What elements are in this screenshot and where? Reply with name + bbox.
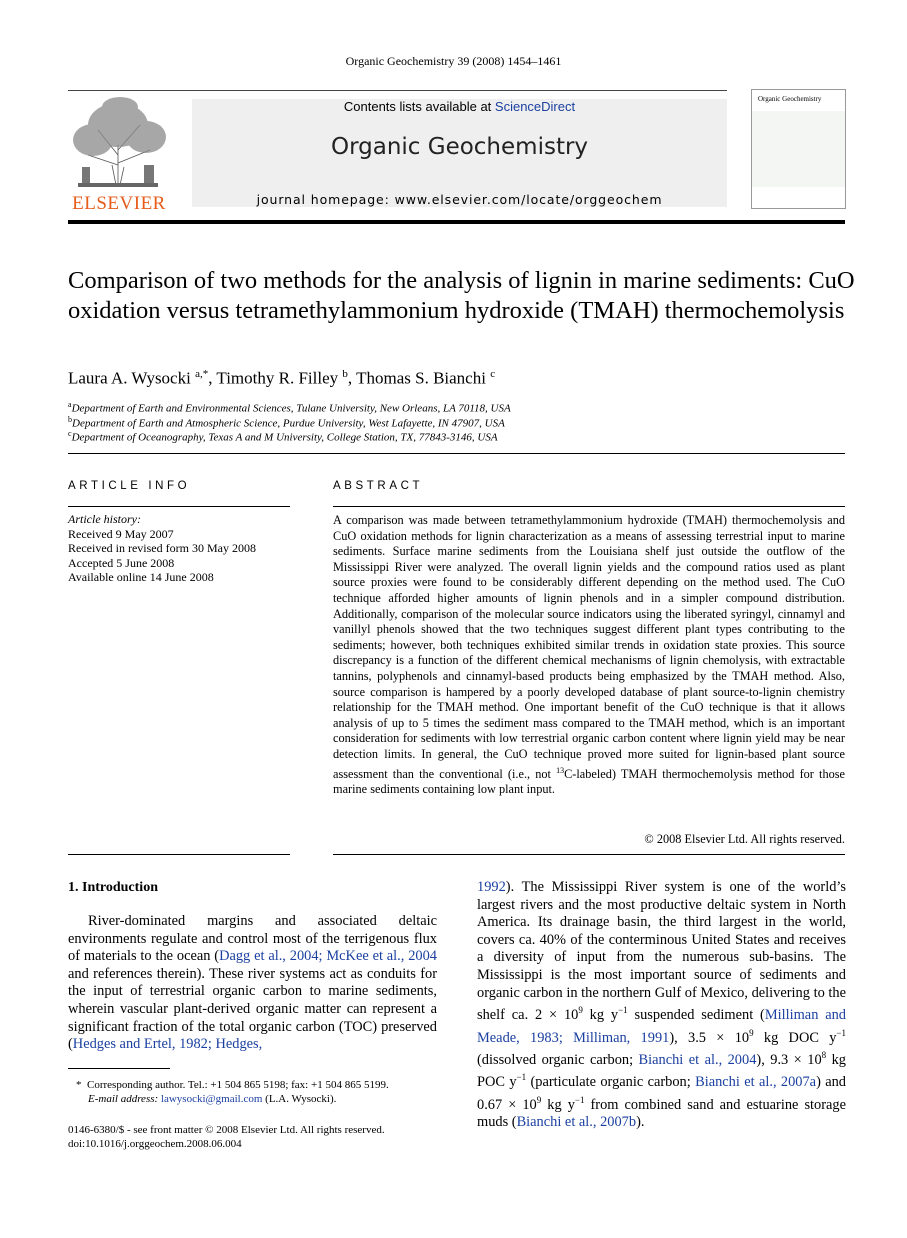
reference-link[interactable]: Dagg et al., 2004; McKee et al., 2004	[219, 948, 437, 965]
email-link[interactable]: lawysocki@gmail.com	[160, 1093, 263, 1105]
journal-citation: Organic Geochemistry 39 (2008) 1454–1461	[345, 54, 562, 68]
header-thick-rule	[68, 220, 845, 224]
affiliation: $^b$Department of Earth and Atmospheric Science, Purdue University, West Lafayette, IN 47907, USA	[68, 415, 505, 430]
reference-link[interactable]: Bianchi et al., 2004	[638, 1051, 757, 1068]
journal-homepage: journal homepage: www.elsevier.com/locate/orggeochem	[256, 192, 663, 207]
reference-link[interactable]: Bianchi et al., 2007a	[695, 1074, 817, 1091]
reference-link[interactable]: Bianchi et al., 2007b	[516, 1114, 637, 1131]
copyright-notice: © 2008 Elsevier Ltd. All rights reserved.	[644, 832, 845, 846]
author-list: Laura A. Wysocki $^{a,*}$, Timothy R. Filley $^b$, Thomas S. Bianchi $^c$	[68, 368, 496, 388]
info-bottom-rule	[68, 854, 290, 855]
elsevier-wordmark: ELSEVIER	[72, 193, 166, 214]
corresponding-author-note: * Corresponding author. Tel.: +1 504 865 5198; fax: +1 504 865 5199.	[76, 1079, 389, 1091]
article-info-heading: ARTICLE INFO	[68, 480, 191, 492]
sciencedirect-link[interactable]: ScienceDirect	[494, 99, 576, 114]
doi-line: doi:10.1016/j.orggeochem.2008.06.004	[68, 1138, 242, 1150]
contents-prefix: Contents lists available at	[343, 99, 495, 114]
author-sup: a,*	[195, 368, 209, 380]
abstract-bottom-rule	[333, 854, 845, 855]
history-item: Received in revised form 30 May 2008	[68, 541, 256, 555]
article-info-rule	[68, 506, 290, 507]
abstract-rule	[333, 506, 845, 507]
intro-column-1: River-dominated margins and associated deltaic environments regulate and control most of the terrigenous flux of materials to the ocean (Dagg et al., 2004; McKee et al., 2004 and references therein). These river systems act as conduits for the input of terrestrial organic carbon to marine sediments, wherein vascular plant-derived organic matter can represent a significant fraction of the total organic carbon (TOC) preserved (Hedges and Ertel, 1982; Hedges,	[68, 913, 437, 1053]
history-item: Accepted 5 June 2008	[68, 555, 175, 570]
footnote-rule	[68, 1068, 170, 1069]
abstract-text: A comparison was made between tetramethylammonium hydroxide (TMAH) thermochemolysis and CuO oxidation methods for lignin characterization as a means of assessing terrestrial input to marine sediments. Surface marine sediments from the Louisiana shelf just outside the outflow of the Mississippi River were analyzed. The overall lignin yields and the compound ratios used as plant source proxies were found to be considerably different depending on the method used. The CuO technique afforded higher amounts of lignin phenols and in a simpler compound distribution. Additionally, comparison of the molecular source indicators using the liberated syringyl, cinnamyl and vanillyl phenols showed that the two techniques suggest different plant types contributing to the sediments; however, both techniques exhibited similar trends in oxidation state proxies. This source discrepancy is a function of the different chemical mechanisms of lignin chemolysis, with extractable tannins, polyphenols and cinnamyl-based products being emphasized by the TMAH method. Also, source comparison is hampered by a poorly developed database of plant source-to-lignin chemistry relationship for the TMAH method. One important benefit of the CuO technique is that it allows analysis of up to 5 times the sediment mass compared to the TMAH method, which is an important consideration for sediments with low terrestrial organic carbon content where lignin yield may be near detection limits. In general, the CuO technique proved more suited for lignin-based plant source assessment than the conventional (i.e., not $^{13}$C-labeled) TMAH thermochemolysis method for those marine sediments containing low plant input.	[333, 513, 845, 797]
reference-link[interactable]: 1992	[477, 879, 506, 895]
history-item: Available online 14 June 2008	[68, 570, 214, 584]
author-name[interactable]: Timothy R. Filley	[216, 368, 339, 388]
affiliations-rule	[68, 453, 845, 454]
author-name[interactable]: Laura A. Wysocki	[68, 368, 191, 388]
reference-link[interactable]: Hedges and Ertel, 1982; Hedges,	[72, 1036, 263, 1053]
affiliation: $^a$Department of Earth and Environmental Sciences, Tulane University, New Orleans, LA 70118, USA	[68, 400, 511, 415]
author-name[interactable]: Thomas S. Bianchi	[356, 368, 486, 388]
reference-link[interactable]: Milliman and Meade, 1983; Milliman, 1991	[477, 1006, 846, 1046]
contents-line	[192, 99, 727, 114]
affiliation: $^c$Department of Oceanography, Texas A and M University, College Station, TX, 77843-3146, USA	[68, 429, 498, 444]
author-sup: b	[342, 368, 348, 380]
header-top-rule	[68, 90, 727, 91]
intro-column-2: 1992). The Mississippi River system is one of the world’s largest rivers and the most productive deltaic system in North America. Its drainage basin, the third largest in the world, covers ca. 40% of the conterminous United States and receives a diversity of input from the numerous sub-basins. The Mississippi is the most important source of sediments and organic carbon in the northern Gulf of Mexico, delivering to the shelf ca. $2 \times 10^9$ kg $y^{-1}$ suspended sediment (Milliman and Meade, 1983; Milliman, 1991), $3.5 \times 10^9$ kg DOC $y^{-1}$ (dissolved organic carbon; Bianchi et al., 2004), $9.3 \times 10^8$ kg POC $y^{-1}$ (particulate organic carbon; Bianchi et al., 2007a) and $0.67 \times 10^9$ kg $y^{-1}$ from combined sand and estuarine storage muds (Bianchi et al., 2007b).	[477, 879, 847, 1131]
issn-line: 0146-6380/$ - see front matter © 2008 Elsevier Ltd. All rights reserved.	[68, 1124, 385, 1136]
section-heading-introduction: 1. Introduction	[68, 880, 158, 895]
article-title: Comparison of two methods for the analysis of lignin in marine sediments: CuO oxidation versus tetramethylammonium hydroxide (TMAH) thermochemolysis	[68, 267, 855, 324]
history-label: Article history:	[68, 512, 141, 526]
author-sup: c	[490, 368, 496, 380]
journal-cover-thumbnail	[751, 89, 846, 209]
email-note: E-mail address: lawysocki@gmail.com (L.A. Wysocki).	[88, 1093, 337, 1105]
history-item: Received 9 May 2007	[68, 526, 174, 541]
cover-title: Organic Geochemistry	[758, 95, 822, 103]
journal-title: Organic Geochemistry	[330, 134, 589, 160]
article-history	[68, 512, 308, 585]
abstract-heading: ABSTRACT	[333, 480, 424, 492]
